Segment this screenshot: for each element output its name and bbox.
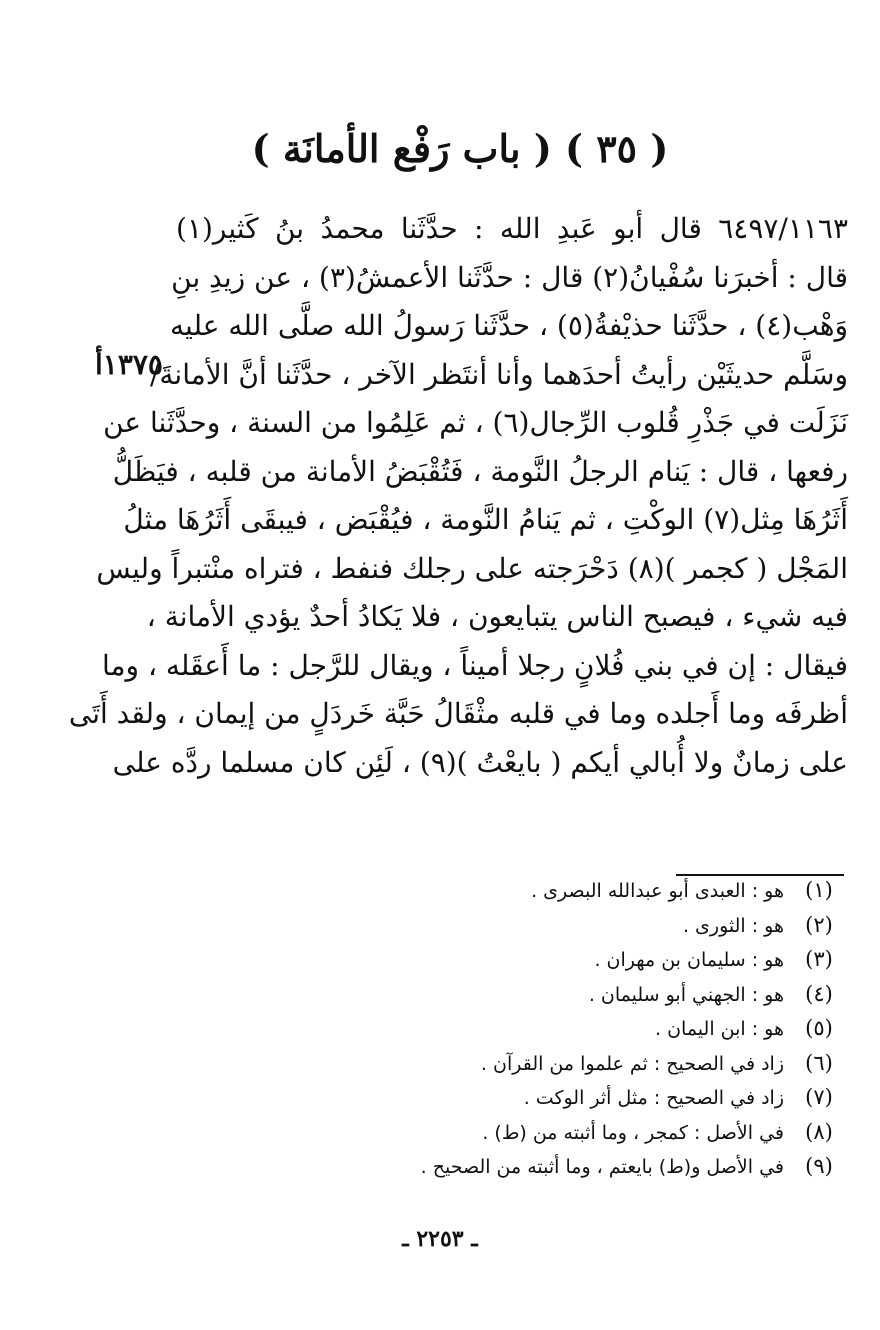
footnote-number: (٨): [805, 1119, 833, 1144]
footnotes: [360, 878, 850, 1189]
footnote-text: هو : سليمان بن مهران .: [594, 949, 784, 971]
text-line: فيقال : إن في بني فُلانٍ رجلا أميناً ، ويقال للرَّجل : ما أَعقَله ، وما: [102, 648, 848, 682]
footnote-number: (٢): [805, 912, 833, 937]
footnote: [360, 878, 850, 913]
footnote-number: (٩): [805, 1154, 833, 1178]
text-line: ٦٤٩٧/١١٦٣ قال أبو عَبدِ الله : حدَّثَنا محمدُ بنُ كَثير(١): [176, 212, 848, 245]
footnote-text: في الأصل : كمجر ، وما أثبته من (ط) .: [482, 1121, 784, 1144]
text-line: قال : أخبرَنا سُفْيانُ(٢) قال : حدَّثَنا الأعمشُ(٣) ، عن زيدِ بنِ: [171, 260, 848, 294]
footnote-number: (٤): [805, 981, 833, 1006]
footnote: [360, 1154, 850, 1189]
text-line: أَثَرُهَا مِثل(٧) الوكْتِ ، ثم يَنامُ النَّومة ، فيُقْبَض ، فيبقَى أَثَرُهَا مثلُ: [123, 503, 848, 536]
footnote-text: زاد في الصحيح : ثم علموا من القرآن .: [480, 1052, 784, 1075]
footnote: [360, 1085, 850, 1120]
page-number: ـ ٢٢٥٣ ـ: [402, 1226, 478, 1252]
footnote-text: هو : الثورى .: [682, 914, 784, 937]
margin-folio-number: ١٣٧٥أ: [95, 348, 163, 381]
footnote-text: هو : العبدى أبو عبدالله البصرى .: [531, 880, 784, 902]
footnote-separator: [676, 874, 844, 876]
text-line: على زمانٌ ولا أُبالي أيكم ( بايعْتُ )(٩) ، لَئِن كان مسلما ردَّه على: [112, 745, 848, 779]
footnote: [360, 1016, 850, 1051]
footnote-text: في الأصل و(ط) بايعتم ، وما أثبته من الصحيح .: [420, 1156, 784, 1178]
footnote: [360, 947, 850, 982]
footnote: [360, 1120, 850, 1155]
footnote: [360, 1051, 850, 1086]
chapter-title: ( ٣٥ ) ( باب رَفْع الأمانَة ): [251, 126, 669, 171]
footnote-number: (٦): [805, 1050, 833, 1075]
text-line: وَهْب(٤) ، حدَّثَنا حذيْفةُ(٥) ، حدَّثَنا رَسولُ الله صلَّى الله عليه: [170, 309, 848, 342]
text-line: وسَلَّم حديثَيْن رأيتُ أحدَهما وأنا أنتَظر الآخر ، حدَّثَنا أنَّ الأمانةَ/: [149, 357, 848, 391]
text-line: فيه شيء ، فيصبح الناس يتبايعون ، فلا يَكادُ أحدٌ يؤدي الأمانة ،: [146, 600, 848, 633]
footnote-text: هو : الجهني أبو سليمان .: [588, 983, 784, 1006]
text-line: أظرفَه وما أَجلده وما في قلبه مثْقَالُ حَبَّة خَردَلٍ من إيمان ، ولقد أَتَى: [68, 697, 848, 730]
footnote: [360, 913, 850, 948]
footnote-text: زاد في الصحيح : مثل أثر الوكت .: [523, 1087, 784, 1109]
text-line: رفعها ، قال : يَنام الرجلُ النَّومة ، فَتُقْبَضُ الأمانة من قلبه ، فيَظَلُّ: [112, 454, 848, 488]
footnote: [360, 982, 850, 1017]
text-line: نَزَلَت في جَذْرِ قُلوب الرِّجال(٦) ، ثم عَلِمُوا من السنة ، وحدَّثَنا عن: [103, 406, 848, 439]
footnote-number: (٧): [805, 1085, 833, 1109]
footnote-number: (٥): [805, 1016, 833, 1040]
footnote-number: (٣): [805, 947, 833, 971]
footnote-text: هو : ابن اليمان .: [655, 1018, 784, 1040]
text-line: المَجْل ( كجمر )(٨) دَحْرَجته على رجلك فنفط ، فتراه منْتبراً وليس: [96, 551, 848, 585]
footnote-number: (١): [805, 878, 833, 902]
